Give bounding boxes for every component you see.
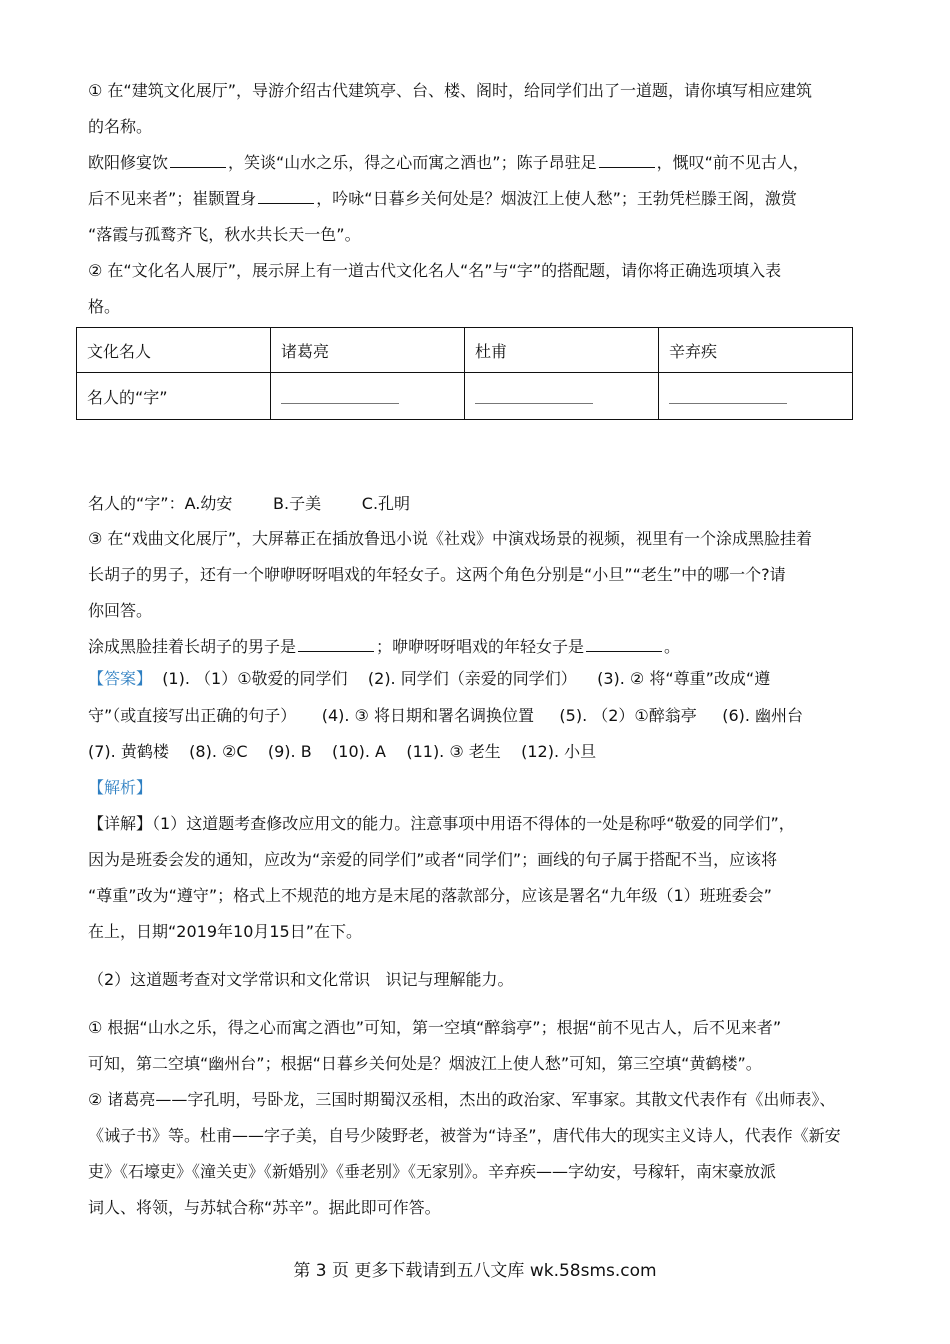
answer-blank <box>281 403 399 404</box>
answer-tag: 【答案】 <box>88 669 153 688</box>
q3-text: 你回答。 <box>88 601 153 620</box>
answer-blank <box>170 153 226 168</box>
table-cell: 辛弃疾 <box>659 328 853 373</box>
q2-text: 格。 <box>88 297 121 316</box>
analysis-line: “尊重”改为“遵守”；格式上不规范的地方是末尾的落款部分，应该是署名“九年级（1）班班委会” <box>88 886 772 905</box>
analysis-line: 在上，日期“2019年10月15日”在下。 <box>88 922 363 941</box>
analysis-line: 可知，第二空填“幽州台”；根据“日暮乡关何处是？烟波江上使人愁”可知，第三空填“黄鹤楼”。 <box>88 1054 762 1073</box>
analysis-line: 吏》《石壕吏》《潼关吏》《新婚别》《垂老别》《无家别》。辛弃疾——字幼安，号稼轩，南宋豪放派 <box>88 1162 777 1181</box>
q2-text: ② 在“文化名人展厅”，展示屏上有一道古代文化名人“名”与“字”的搭配题，请你将正确选项填入表 <box>88 261 782 280</box>
answer-line: 守”（或直接写出正确的句子） (4). ③ 将日期和署名调换位置 (5). （2）①醉翁亭 (6). 幽州台 <box>88 706 804 725</box>
table-fill-cell <box>271 373 465 420</box>
q1-fill-line: 欧阳修宴饮 ，笑谈“山水之乐，得之心而寓之酒也”；陈子昂驻足 ，慨叹“前不见古人， <box>88 153 809 172</box>
answer-blank <box>599 153 655 168</box>
table-fill-cell <box>465 373 659 420</box>
name-table <box>76 327 853 420</box>
analysis-line: 因为是班委会发的通知，应改为“亲爱的同学们”或者“同学们”；画线的句子属于搭配不当，应该将 <box>88 850 778 869</box>
q1-text: “落霞与孤鹜齐飞，秋水共长天一色”。 <box>88 225 361 244</box>
q1-fill-line: 后不见来者”；崔颢置身 ，吟咏“日暮乡关何处是？烟波江上使人愁”；王勃凭栏滕王阁，激赏 <box>88 189 797 208</box>
q1-text: ① 在“建筑文化展厅”，导游介绍古代建筑亭、台、楼、阁时，给同学们出了一道题，请你填写相应建筑 <box>88 81 813 100</box>
analysis-tag: 【解析】 <box>88 778 153 797</box>
answer-line: (7). 黄鹤楼 (8). ②C (9). B (10). A (11). ③ 老生 (12). 小旦 <box>88 742 597 761</box>
answer-line: 【答案】 (1). （1）①敬爱的同学们 (2). 同学们（亲爱的同学们） (3). ② 将“尊重”改成“遵 <box>88 669 771 688</box>
page-footer: 第 3 页 更多下载请到五八文库 wk.58sms.com <box>293 1261 657 1281</box>
analysis-line: （2）这道题考查对文学常识和文化常识 识记与理解能力。 <box>88 970 514 989</box>
answer-blank <box>298 637 374 652</box>
q3-fill-line: 涂成黑脸挂着长胡子的男子是 ；咿咿呀呀唱戏的年轻女子是 。 <box>88 637 681 656</box>
table-row <box>77 373 853 420</box>
answer-blank <box>475 403 593 404</box>
analysis-line: 《诫子书》等。杜甫——字子美，自号少陵野老，被誉为“诗圣”，唐代伟大的现实主义诗人，代表作《新安 <box>88 1126 841 1145</box>
analysis-line: 【详解】（1）这道题考查修改应用文的能力。注意事项中用语不得体的一处是称呼“敬爱的同学们”， <box>88 814 795 833</box>
q3-text: ③ 在“戏曲文化展厅”，大屏幕正在插放鲁迅小说《社戏》中演戏场景的视频，视里有一个涂成黑脸挂着 <box>88 529 813 548</box>
answer-blank <box>669 403 787 404</box>
answer-blank <box>586 637 662 652</box>
analysis-line: ② 诸葛亮——字孔明，号卧龙，三国时期蜀汉丞相，杰出的政治家、军事家。其散文代表作有《出师表》、 <box>88 1090 836 1109</box>
table-fill-cell <box>659 373 853 420</box>
q3-text: 长胡子的男子，还有一个咿咿呀呀唱戏的年轻女子。这两个角色分别是“小旦”“老生”中的哪一个?请 <box>88 565 786 584</box>
analysis-line: 词人、将领，与苏轼合称“苏辛”。据此即可作答。 <box>88 1198 441 1217</box>
table-cell: 诸葛亮 <box>271 328 465 373</box>
q2-options: 名人的“字”：A.幼安 B.子美 C.孔明 <box>88 494 411 513</box>
q1-text: 的名称。 <box>88 117 153 136</box>
table-cell: 名人的“字” <box>77 373 271 420</box>
table-cell: 杜甫 <box>465 328 659 373</box>
table-cell: 文化名人 <box>77 328 271 373</box>
answer-blank <box>258 189 314 204</box>
analysis-line: ① 根据“山水之乐，得之心而寓之酒也”可知，第一空填“醉翁亭”；根据“前不见古人，后不见来者” <box>88 1018 782 1037</box>
table-row <box>77 328 853 373</box>
